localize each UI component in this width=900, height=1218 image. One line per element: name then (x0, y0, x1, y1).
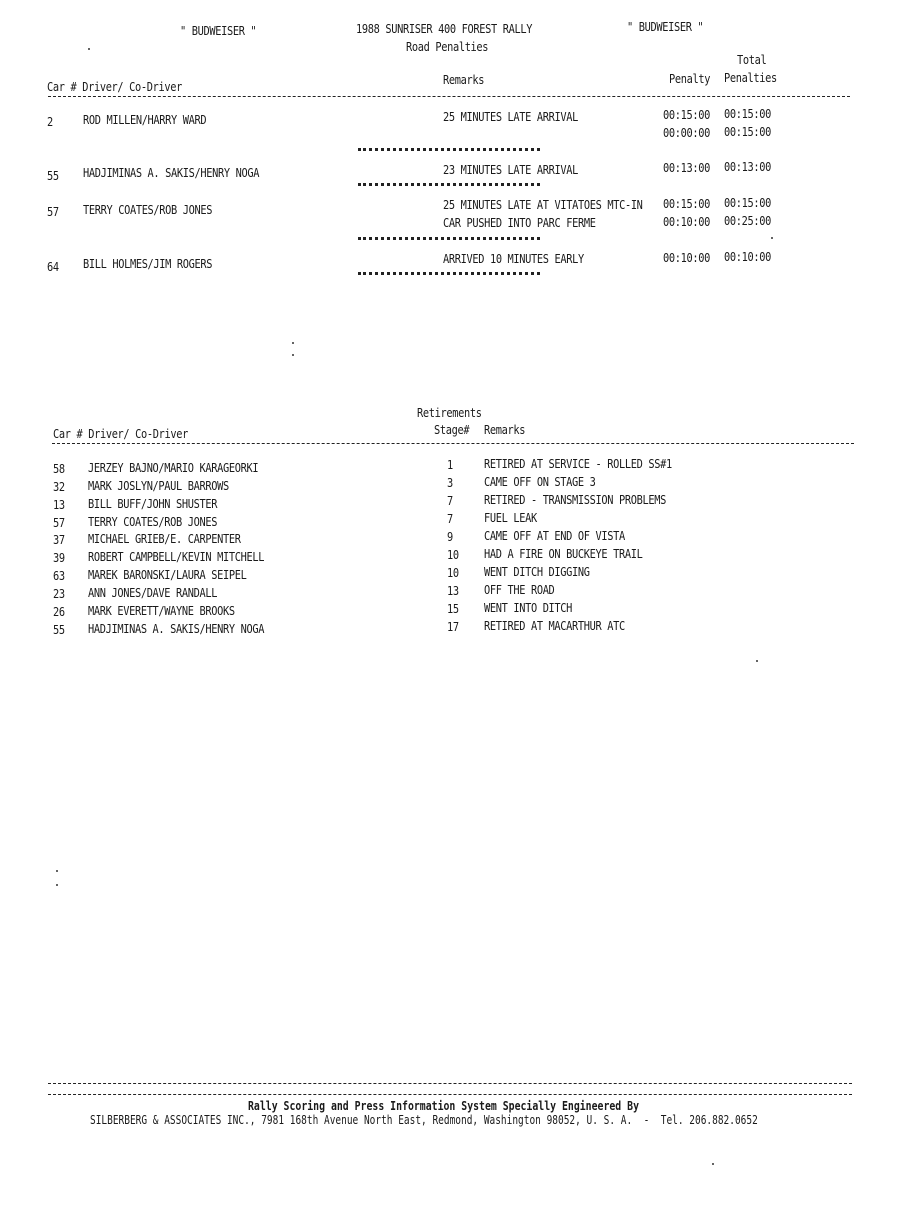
car-number: 13 (53, 498, 65, 512)
driver-name: BILL BUFF/JOHN SHUSTER (88, 497, 218, 511)
driver-name: HADJIMINAS A. SAKIS/HENRY NOGA (88, 622, 265, 636)
total-column-header-top: Total (737, 53, 767, 67)
scan-speck (292, 342, 294, 344)
car-number: 58 (53, 462, 65, 476)
penalty-time: 00:10:00 (663, 251, 710, 265)
section-title-retirements: Retirements (417, 406, 482, 420)
car-number: 26 (53, 605, 65, 619)
total-penalty-time: 00:10:00 (724, 250, 771, 264)
total-penalty-time: 00:15:00 (724, 196, 771, 210)
penalty-time: 00:10:00 (663, 215, 710, 229)
total-penalties-column-header: Penalties (724, 71, 777, 85)
row-separator (358, 183, 540, 189)
driver-name: TERRY COATES/ROB JONES (88, 515, 218, 529)
stage-number: 17 (447, 620, 459, 634)
penalty-time: 00:15:00 (663, 197, 710, 211)
driver-name: HADJIMINAS A. SAKIS/HENRY NOGA (83, 166, 260, 180)
row-separator (358, 272, 540, 278)
retirement-remark: WENT INTO DITCH (484, 601, 573, 615)
stage-number: 7 (447, 512, 453, 526)
penalty-column-header: Penalty (669, 72, 711, 86)
penalty-remark: ARRIVED 10 MINUTES EARLY (443, 252, 584, 266)
driver-name: TERRY COATES/ROB JONES (83, 203, 213, 217)
driver-name: ANN JONES/DAVE RANDALL (88, 586, 218, 600)
scan-speck (56, 870, 58, 872)
penalty-remark: 25 MINUTES LATE AT VITATOES MTC-IN (443, 198, 643, 212)
penalty-remark: 23 MINUTES LATE ARRIVAL (443, 163, 578, 177)
retirement-remark: CAME OFF AT END OF VISTA (484, 529, 625, 543)
document-title: 1988 SUNRISER 400 FOREST RALLY (356, 22, 533, 36)
total-penalty-time: 00:25:00 (724, 214, 771, 228)
row-separator (358, 148, 540, 154)
stage-column-header: Stage# (434, 423, 470, 437)
car-number: 57 (47, 205, 59, 219)
right-sponsor: " BUDWEISER " (627, 20, 704, 34)
scan-speck (56, 884, 58, 886)
scan-speck (292, 354, 294, 356)
driver-name: BILL HOLMES/JIM ROGERS (83, 257, 213, 271)
car-number: 39 (53, 551, 65, 565)
scan-speck (771, 237, 773, 239)
stage-number: 13 (447, 584, 459, 598)
penalty-time: 00:00:00 (663, 126, 710, 140)
car-number: 32 (53, 480, 65, 494)
retirement-remark: RETIRED AT MACARTHUR ATC (484, 619, 625, 633)
retirement-remark: CAME OFF ON STAGE 3 (484, 475, 596, 489)
driver-name: ROBERT CAMPBELL/KEVIN MITCHELL (88, 550, 265, 564)
footer-address: SILBERBERG & ASSOCIATES INC., 7981 168th Avenue North East, Redmond, Washington 98052, U. S. A. - Tel. 206.882.0652 (90, 1113, 758, 1127)
retirement-remark: RETIRED - TRANSMISSION PROBLEMS (484, 493, 666, 507)
footer-rule (48, 1094, 852, 1095)
scan-speck (756, 660, 758, 662)
penalty-time: 00:15:00 (663, 108, 710, 122)
penalty-time: 00:13:00 (663, 161, 710, 175)
car-number: 63 (53, 569, 65, 583)
stage-number: 15 (447, 602, 459, 616)
retirement-remark: RETIRED AT SERVICE - ROLLED SS#1 (484, 457, 672, 471)
total-penalty-time: 00:15:00 (724, 107, 771, 121)
remarks-column-header: Remarks (484, 423, 526, 437)
footer-rule (48, 1083, 852, 1084)
car-number: 57 (53, 516, 65, 530)
driver-name: ROD MILLEN/HARRY WARD (83, 113, 207, 127)
stage-number: 9 (447, 530, 453, 544)
total-penalty-time: 00:15:00 (724, 125, 771, 139)
car-number: 2 (47, 115, 53, 129)
car-number: 55 (47, 169, 59, 183)
left-sponsor: " BUDWEISER " (180, 24, 257, 38)
retirement-remark: FUEL LEAK (484, 511, 537, 525)
driver-name: MARK JOSLYN/PAUL BARROWS (88, 479, 229, 493)
car-driver-column-header: Car # Driver/ Co-Driver (47, 80, 182, 94)
retirement-remark: OFF THE ROAD (484, 583, 555, 597)
car-driver-column-header: Car # Driver/ Co-Driver (53, 427, 188, 441)
driver-name: MICHAEL GRIEB/E. CARPENTER (88, 532, 241, 546)
total-penalty-time: 00:13:00 (724, 160, 771, 174)
stage-number: 10 (447, 566, 459, 580)
penalty-remark: 25 MINUTES LATE ARRIVAL (443, 110, 578, 124)
stage-number: 10 (447, 548, 459, 562)
scan-speck (712, 1163, 714, 1165)
footer-credit: Rally Scoring and Press Information System Specially Engineered By (248, 1099, 639, 1113)
stage-number: 7 (447, 494, 453, 508)
car-number: 55 (53, 623, 65, 637)
driver-name: JERZEY BAJNO/MARIO KARAGEORKI (88, 461, 259, 475)
scan-speck (88, 48, 90, 50)
car-number: 37 (53, 533, 65, 547)
driver-name: MARK EVERETT/WAYNE BROOKS (88, 604, 235, 618)
retirement-remark: WENT DITCH DIGGING (484, 565, 590, 579)
stage-number: 3 (447, 476, 453, 490)
driver-name: MAREK BARONSKI/LAURA SEIPEL (88, 568, 247, 582)
section-title-road-penalties: Road Penalties (406, 40, 489, 54)
penalties-header-rule (48, 96, 850, 97)
remarks-column-header: Remarks (443, 73, 485, 87)
car-number: 23 (53, 587, 65, 601)
car-number: 64 (47, 260, 59, 274)
penalty-remark: CAR PUSHED INTO PARC FERME (443, 216, 596, 230)
retirements-header-rule (52, 443, 854, 444)
retirement-remark: HAD A FIRE ON BUCKEYE TRAIL (484, 547, 643, 561)
row-separator (358, 237, 540, 243)
stage-number: 1 (447, 458, 453, 472)
